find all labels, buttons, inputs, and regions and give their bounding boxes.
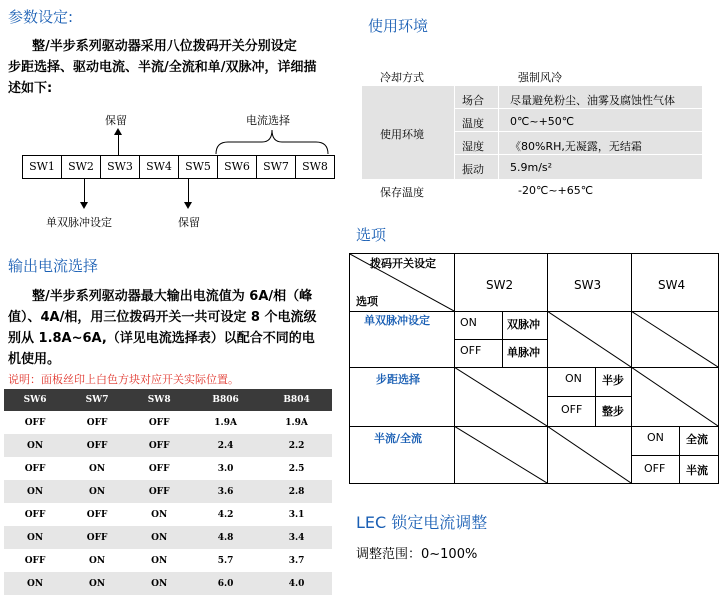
env-value: 5.9m/s² <box>510 161 553 174</box>
table-cell: OFF <box>128 434 190 457</box>
section-title-lec: LEC 锁定电流调整 <box>356 513 488 532</box>
table-cell: ON <box>128 549 190 572</box>
table-cell: 3.1 <box>261 503 332 526</box>
table-cell: 3.6 <box>190 480 261 503</box>
table-cell: 1.9A <box>190 411 261 434</box>
table-row <box>4 480 332 503</box>
column-header: SW3 <box>574 278 602 292</box>
options-table: 拨码开关设定 选项 SW2 SW3 SW4 单双脉冲设定 ON 双脉冲 OFF 单脉冲 步距选择 ON 半步 OFF 整步 半流/全流 ON 全流 OFF 半流 <box>349 253 719 484</box>
switch-cell: SW2 <box>61 155 101 179</box>
section-title-options: 选项 <box>356 226 387 244</box>
current-select-label: 电流选择 <box>246 114 290 127</box>
table-cell: OFF <box>4 411 66 434</box>
env-key: 振动 <box>462 163 484 176</box>
column-header: SW6 <box>4 389 66 411</box>
table-cell: 2.2 <box>261 434 332 457</box>
row-label: 半流/全流 <box>374 432 423 445</box>
table-cell: OFF <box>128 411 190 434</box>
table-cell: 2.8 <box>261 480 332 503</box>
arrow-down-line <box>188 178 189 204</box>
table-cell: ON <box>66 457 128 480</box>
arrow-down-icon <box>184 202 192 209</box>
table-cell: ON <box>4 480 66 503</box>
table-cell: ON <box>128 503 190 526</box>
brace-icon <box>214 126 330 156</box>
arrow-down-line <box>84 178 85 204</box>
table-cell: ON <box>4 526 66 549</box>
table-row <box>4 549 332 572</box>
table-cell: OFF <box>4 503 66 526</box>
switch-cell: SW1 <box>22 155 62 179</box>
intro-paragraph: 整/半步系列驱动器采用八位拨码开关分别设定 步距选择、驱动电流、半流/全流和单/双脉冲，详细描 述如下: <box>8 39 317 96</box>
table-cell: OFF <box>4 549 66 572</box>
table-cell: ON <box>66 549 128 572</box>
table-cell: ON <box>4 434 66 457</box>
table-cell: 4.8 <box>190 526 261 549</box>
current-selection-table <box>4 389 332 595</box>
switch-cell: SW3 <box>100 155 140 179</box>
column-header: SW4 <box>658 278 686 292</box>
dip-switch-strip <box>22 155 335 179</box>
switch-cell: SW4 <box>139 155 179 179</box>
pulse-setting-label: 单双脉冲设定 <box>46 216 112 229</box>
env-value: 尽量避免粉尘、油雾及腐蚀性气体 <box>510 94 675 107</box>
switch-cell: SW5 <box>178 155 218 179</box>
column-header: SW8 <box>128 389 190 411</box>
column-header: SW7 <box>66 389 128 411</box>
column-header: B804 <box>261 389 332 411</box>
table-row <box>4 434 332 457</box>
reserved-label-top: 保留 <box>105 114 127 127</box>
column-header: SW2 <box>486 278 514 292</box>
env-value: 0℃~+50℃ <box>510 115 575 128</box>
table-cell: ON <box>66 572 128 595</box>
arrow-down-icon <box>80 202 88 209</box>
environment-label: 使用环境 <box>380 128 424 141</box>
storage-value: -20℃~+65℃ <box>518 184 594 197</box>
table-row <box>4 457 332 480</box>
env-value: 《80%RH,无凝露，无结霜 <box>510 140 642 153</box>
table-cell: OFF <box>128 457 190 480</box>
current-paragraph: 整/半步系列驱动器最大输出电流值为 6A/相（峰 值）、4A/相，用三位拨码开关一共可设定 8 个电流级 别从 1.8A~6A,（详见电流选择表）以配合不同的电 机使用。 <box>8 289 317 367</box>
lec-range: 调整范围：0~100% <box>356 547 478 562</box>
table-cell: ON <box>128 526 190 549</box>
column-header: B806 <box>190 389 261 411</box>
table-cell: ON <box>128 572 190 595</box>
table-cell: ON <box>66 480 128 503</box>
table-cell: 4.2 <box>190 503 261 526</box>
table-cell: OFF <box>66 526 128 549</box>
section-title-environment: 使用环境 <box>368 17 429 35</box>
table-cell: 6.0 <box>190 572 261 595</box>
env-key: 温度 <box>462 117 484 130</box>
arrow-up-line <box>118 132 119 155</box>
table-cell: 1.9A <box>261 411 332 434</box>
row-label: 步距选择 <box>376 373 420 386</box>
table-cell: 3.4 <box>261 526 332 549</box>
table-cell: OFF <box>128 480 190 503</box>
arrow-up-icon <box>114 128 122 135</box>
cooling-value: 强制风冷 <box>518 71 562 84</box>
switch-cell: SW8 <box>295 155 335 179</box>
env-key: 湿度 <box>462 140 484 153</box>
cooling-label: 冷却方式 <box>380 71 424 84</box>
table-row <box>4 503 332 526</box>
env-key: 场合 <box>462 94 484 107</box>
table-cell: 2.4 <box>190 434 261 457</box>
table-cell: 3.0 <box>190 457 261 480</box>
section-title-parameters: 参数设定: <box>8 8 74 26</box>
switch-cell: SW6 <box>217 155 257 179</box>
table-cell: OFF <box>4 457 66 480</box>
table-row <box>4 526 332 549</box>
table-cell: 5.7 <box>190 549 261 572</box>
reserved-label-bottom: 保留 <box>178 216 200 229</box>
section-title-output-current: 输出电流选择 <box>8 257 99 275</box>
storage-label: 保存温度 <box>380 186 424 199</box>
table-header-row <box>4 389 332 411</box>
panel-note: 说明：面板丝印上白色方块对应开关实际位置。 <box>8 373 239 386</box>
table-cell: OFF <box>66 434 128 457</box>
table-cell: OFF <box>66 503 128 526</box>
switch-cell: SW7 <box>256 155 296 179</box>
table-cell: 4.0 <box>261 572 332 595</box>
table-cell: ON <box>4 572 66 595</box>
table-cell: OFF <box>66 411 128 434</box>
table-row <box>4 411 332 434</box>
row-label: 单双脉冲设定 <box>364 314 430 327</box>
table-cell: 2.5 <box>261 457 332 480</box>
table-cell: 3.7 <box>261 549 332 572</box>
